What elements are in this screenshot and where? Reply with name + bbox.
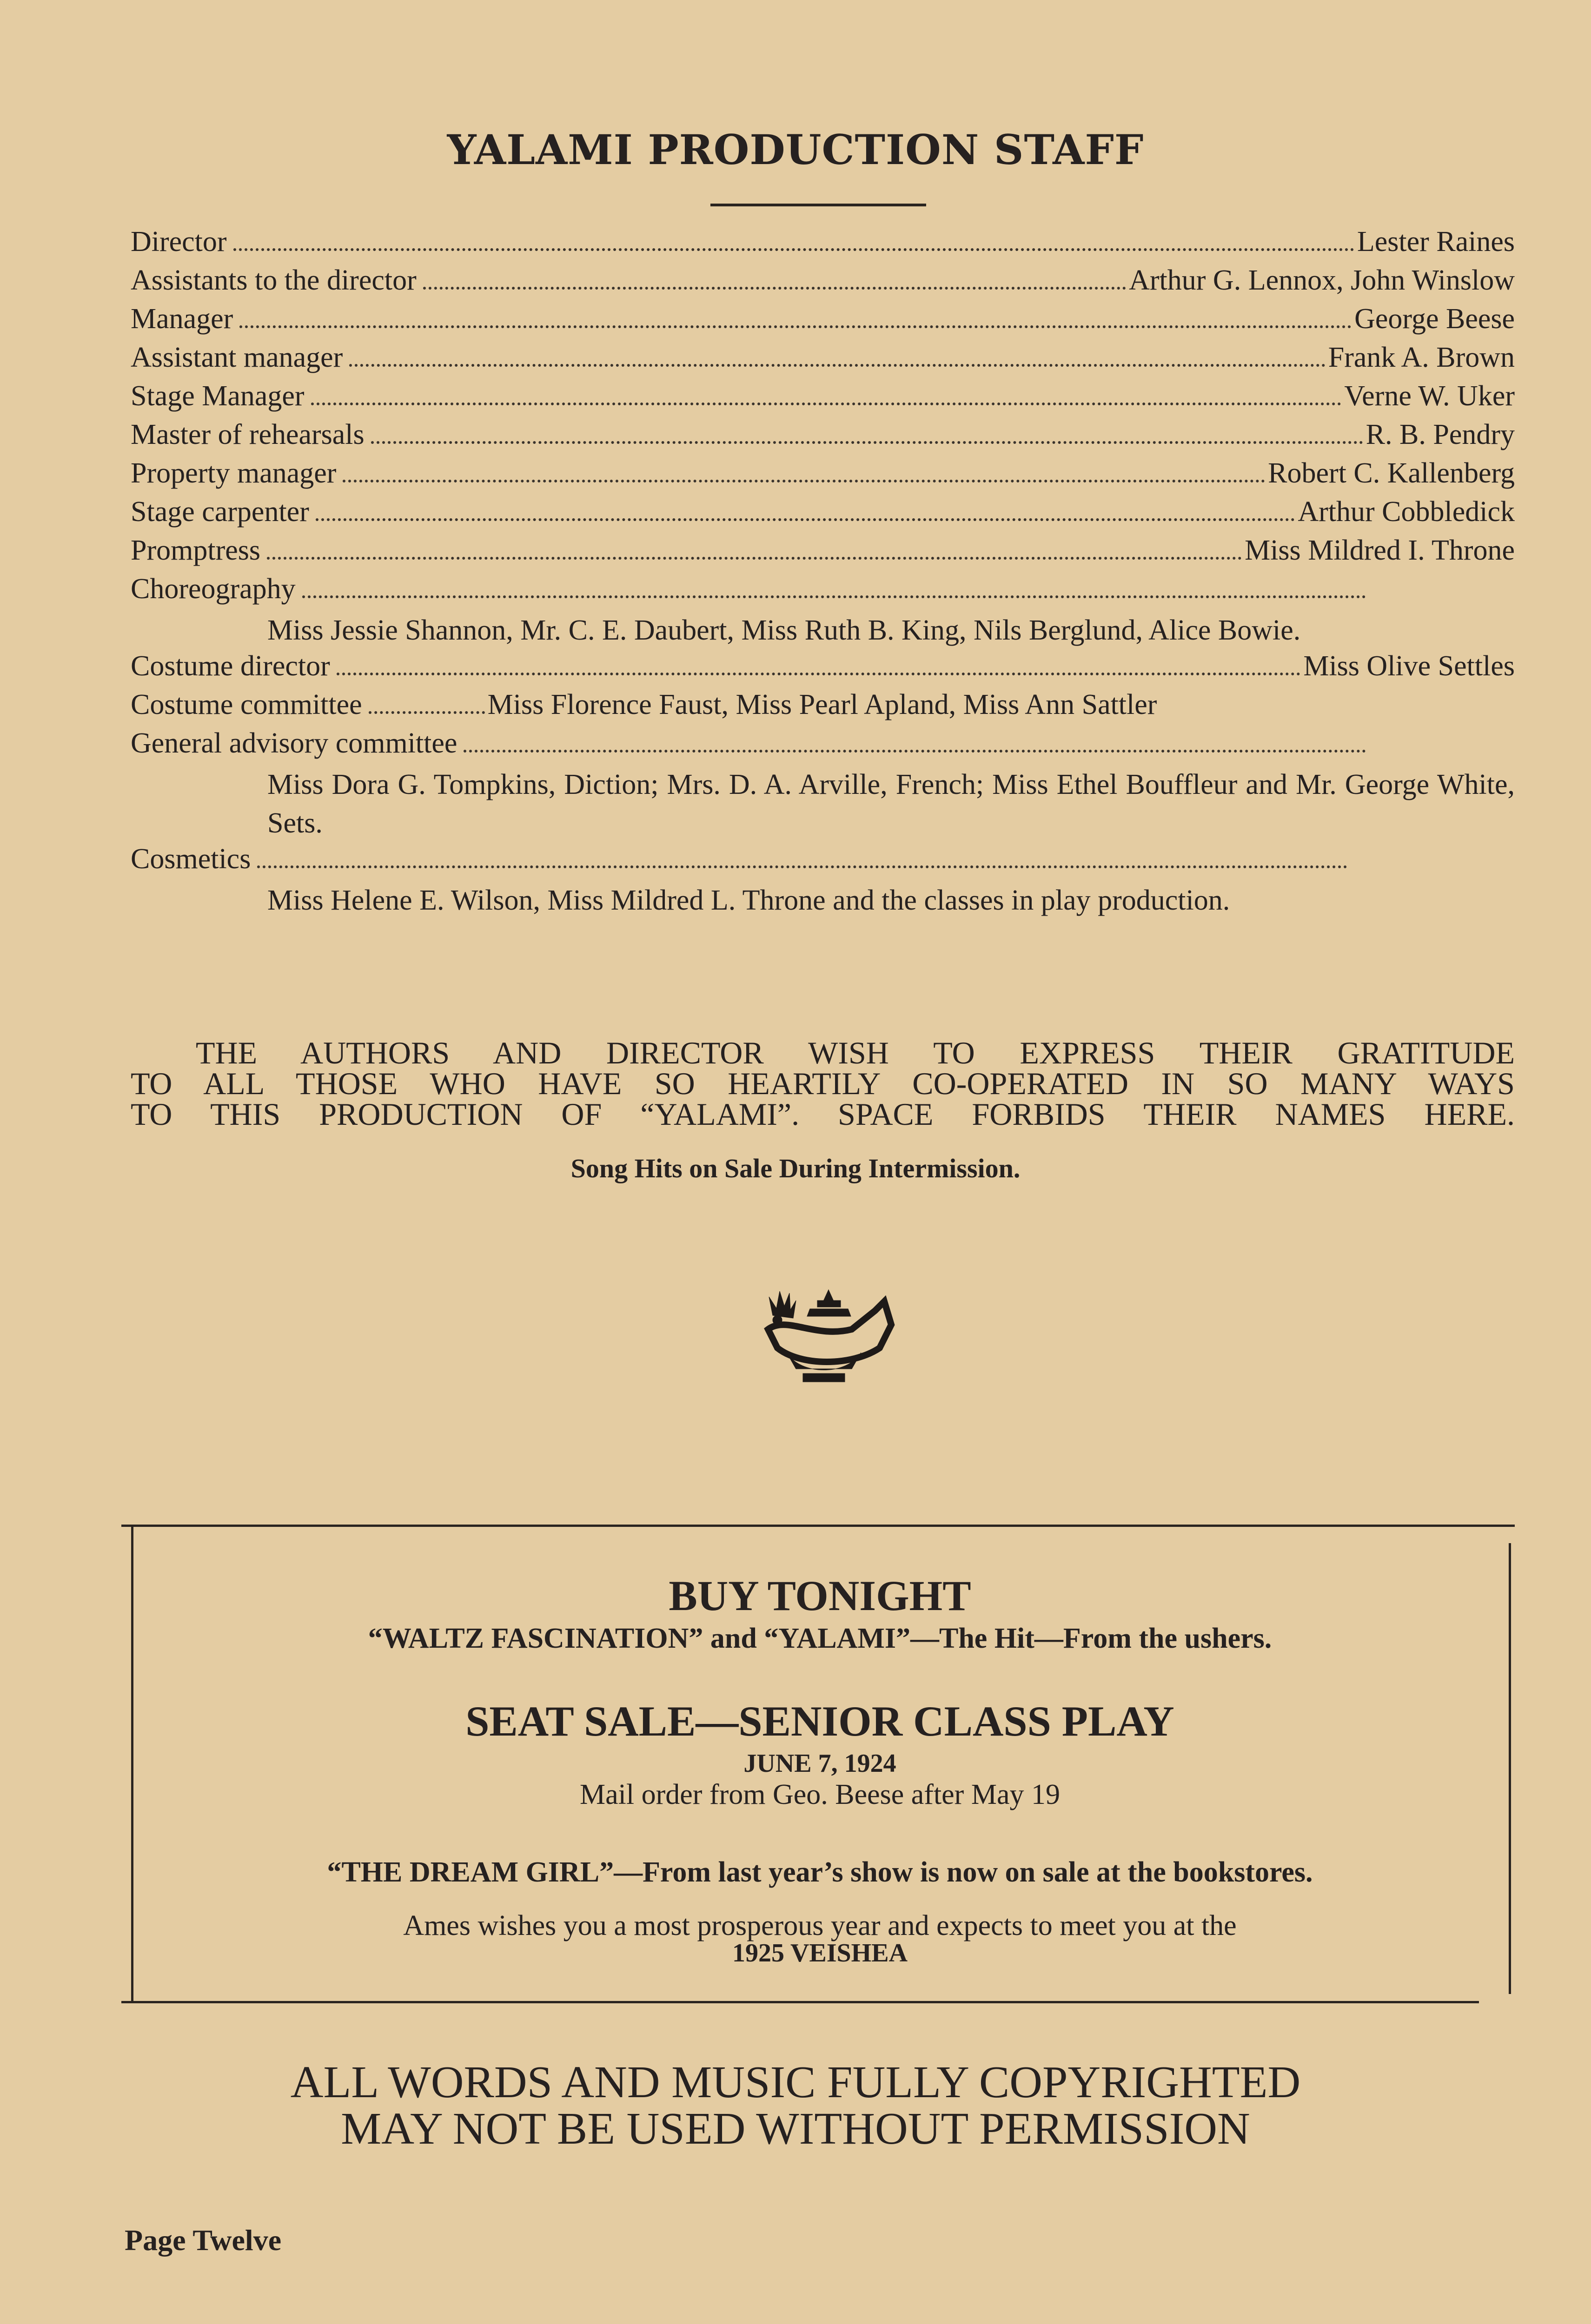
staff-role: Stage carpenter — [131, 496, 309, 528]
seat-sale-heading: SEAT SALE—SENIOR CLASS PLAY — [465, 1697, 1174, 1745]
staff-row — [131, 650, 1515, 688]
staff-row — [131, 225, 1515, 264]
dream-girl-note: “THE DREAM GIRL”—From last year’s show is now on sale at the bookstores. — [327, 1856, 1313, 1888]
staff-row — [131, 418, 1515, 457]
staff-row — [131, 843, 1515, 881]
staff-name: Arthur G. Lennox, John Winslow — [1129, 264, 1515, 296]
staff-row — [131, 534, 1515, 573]
title-rule — [710, 204, 926, 206]
staff-row — [131, 727, 1515, 766]
staff-name: Miss Dora G. Tompkins, Diction; Mrs. D. A. Arville, French; Miss Ethel Bouffleur and Mr. George White, Sets. — [267, 769, 1515, 839]
staff-role: Promptress — [131, 535, 260, 566]
staff-role: General advisory committee — [131, 727, 457, 759]
staff-name: R. B. Pendry — [1366, 419, 1515, 450]
seat-sale-mail-order: Mail order from Geo. Beese after May 19 — [580, 1779, 1060, 1810]
staff-role: Costume committee — [131, 689, 362, 720]
staff-name: Miss Florence Faust, Miss Pearl Apland, Miss Ann Sattler — [487, 689, 1157, 720]
copyright-notice: MAY NOT BE USED WITHOUT PERMISSION — [341, 2104, 1250, 2154]
gratitude-paragraph — [131, 1035, 1515, 1132]
staff-role: Costume director — [131, 650, 330, 682]
staff-role: Cosmetics — [131, 843, 251, 875]
page-number: Page Twelve — [125, 2224, 282, 2257]
gratitude-line: TO ALL THOSE WHO HAVE SO HEARTILY CO-OPERATED IN SO MANY WAYS — [131, 1066, 1515, 1101]
gratitude-line: TO THIS PRODUCTION OF “YALAMI”. SPACE FORBIDS THEIR NAMES HERE. — [131, 1096, 1515, 1132]
staff-name: Arthur Cobbledick — [1298, 496, 1515, 528]
staff-role: Master of rehearsals — [131, 419, 365, 450]
staff-list — [131, 225, 1515, 920]
gratitude-line: THE AUTHORS AND DIRECTOR WISH TO EXPRESS THEIR GRATITUDE — [196, 1035, 1515, 1070]
staff-row — [131, 341, 1515, 380]
staff-name: Lester Raines — [1357, 226, 1515, 257]
staff-row — [131, 380, 1515, 418]
staff-name: Miss Jessie Shannon, Mr. C. E. Daubert, Miss Ruth B. King, Nils Berglund, Alice Bowie. — [267, 614, 1301, 646]
staff-row — [131, 495, 1515, 534]
staff-role: Manager — [131, 303, 233, 335]
staff-role: Choreography — [131, 573, 296, 605]
veishea-line: 1925 VEISHEA — [732, 1939, 908, 1967]
staff-role: Assistants to the director — [131, 264, 417, 296]
staff-name: George Beese — [1354, 303, 1515, 335]
ad-box-bottom-border — [121, 2001, 1479, 2003]
buy-tonight-text: “WALTZ FASCINATION” and “YALAMI”—The Hit—From the ushers. — [368, 1623, 1272, 1654]
song-hits-note: Song Hits on Sale During Intermission. — [570, 1153, 1021, 1183]
staff-name: Miss Olive Settles — [1303, 650, 1515, 682]
staff-role: Property manager — [131, 457, 337, 489]
lamp-of-learning-icon — [759, 1287, 898, 1385]
ad-box-right-border — [1509, 1543, 1511, 1994]
copyright-notice: ALL WORDS AND MUSIC FULLY COPYRIGHTED — [290, 2057, 1301, 2107]
staff-role: Assistant manager — [131, 342, 343, 373]
staff-row — [131, 264, 1515, 303]
staff-role: Stage Manager — [131, 380, 305, 412]
page-title: YALAMI PRODUCTION STAFF — [447, 125, 1144, 174]
staff-row — [131, 457, 1515, 495]
staff-name: Frank A. Brown — [1328, 342, 1515, 373]
buy-tonight-heading: BUY TONIGHT — [669, 1572, 971, 1619]
ad-box-top-border — [121, 1525, 1515, 1527]
staff-name: Robert C. Kallenberg — [1268, 457, 1515, 489]
staff-role: Director — [131, 226, 227, 257]
staff-name: Verne W. Uker — [1344, 380, 1515, 412]
staff-row — [131, 573, 1515, 611]
staff-name: Miss Helene E. Wilson, Miss Mildred L. Throne and the classes in play production. — [267, 885, 1230, 916]
seat-sale-date: JUNE 7, 1924 — [743, 1749, 896, 1778]
staff-row — [131, 688, 1515, 727]
staff-name: Miss Mildred I. Throne — [1245, 535, 1515, 566]
ames-greeting: Ames wishes you a most prosperous year and expects to meet you at the — [403, 1910, 1237, 1941]
staff-row — [131, 303, 1515, 341]
